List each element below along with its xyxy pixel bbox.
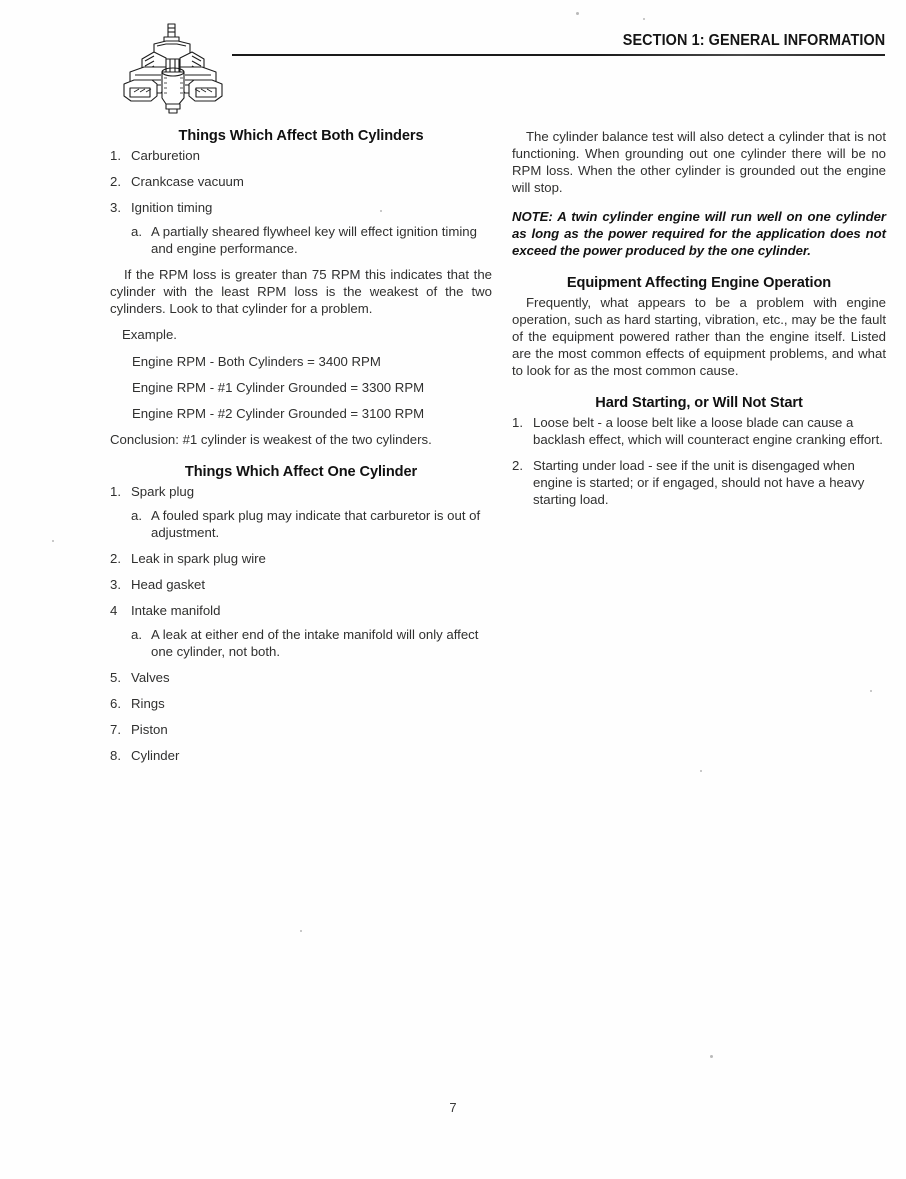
sub-list-item bbox=[131, 223, 492, 257]
list-item-number: 2. bbox=[110, 174, 121, 189]
heading-things-affect-both-cylinders: Things Which Affect Both Cylinders bbox=[178, 128, 424, 144]
list-things-affect-one-cylinder bbox=[110, 483, 492, 764]
list-item-label: Cylinder bbox=[131, 748, 180, 763]
list-item-label: Carburetion bbox=[131, 148, 200, 163]
list-item-number: 1. bbox=[110, 148, 121, 163]
list-item-label: Crankcase vacuum bbox=[131, 174, 244, 189]
heading-hard-starting: Hard Starting, or Will Not Start bbox=[595, 395, 803, 411]
paragraph-rpm-loss: If the RPM loss is greater than 75 RPM this indicates that the cylinder with the least RPM loss is the weakest of the two cylinders. Look to that cylinder for a problem. bbox=[110, 267, 492, 316]
list-item-label: Intake manifold bbox=[131, 603, 221, 618]
list-things-affect-both-cylinders bbox=[110, 147, 492, 257]
list-item-number: 7. bbox=[110, 722, 121, 737]
list-item bbox=[110, 576, 492, 593]
list-item-number: 2. bbox=[110, 551, 121, 566]
list-item-label: Spark plug bbox=[131, 484, 195, 499]
list-item-number: 5. bbox=[110, 670, 121, 685]
header-divider bbox=[232, 54, 885, 56]
left-column bbox=[110, 128, 492, 773]
list-item-number: 2. bbox=[512, 458, 523, 473]
sub-list bbox=[131, 626, 492, 660]
list-item bbox=[110, 747, 492, 764]
scan-speck bbox=[52, 540, 54, 542]
list-item bbox=[110, 602, 492, 660]
sub-list-item-label: A leak at either end of the intake manifold will only affect one cylinder, not both. bbox=[151, 627, 479, 659]
list-item-number: 1. bbox=[110, 484, 121, 499]
scan-speck bbox=[870, 690, 872, 692]
example-line: Engine RPM - Both Cylinders = 3400 RPM bbox=[132, 354, 381, 369]
example-line: Engine RPM - #2 Cylinder Grounded = 3100 RPM bbox=[132, 406, 425, 421]
example-label: Example. bbox=[122, 327, 177, 342]
list-item-label: Piston bbox=[131, 722, 168, 737]
list-item bbox=[110, 721, 492, 738]
sub-list-item-label: A partially sheared flywheel key will effect ignition timing and engine performance. bbox=[151, 224, 477, 256]
list-item-number: 8. bbox=[110, 748, 121, 763]
list-item bbox=[512, 414, 886, 448]
page-header bbox=[0, 0, 906, 120]
sub-list-item-letter: a. bbox=[131, 627, 142, 642]
page-number: 7 bbox=[449, 1100, 457, 1115]
sub-list-item-letter: a. bbox=[131, 224, 142, 239]
sub-list-item-letter: a. bbox=[131, 508, 142, 523]
list-item bbox=[110, 483, 492, 541]
list-item-label: Valves bbox=[131, 670, 170, 685]
example-line: Engine RPM - #1 Cylinder Grounded = 3300 RPM bbox=[132, 380, 425, 395]
list-item bbox=[110, 147, 492, 164]
list-item-number: 1. bbox=[512, 415, 523, 430]
list-item bbox=[110, 199, 492, 257]
paragraph-cylinder-balance-test: The cylinder balance test will also detect a cylinder that is not functioning. When grounding out one cylinder there will be no RPM loss. When the other cylinder is grounded out the engine will stop. bbox=[512, 129, 886, 195]
list-item-label: Loose belt - a loose belt like a loose blade can cause a backlash effect, which will counteract engine cranking effort. bbox=[533, 415, 883, 447]
paragraph-conclusion: Conclusion: #1 cylinder is weakest of the two cylinders. bbox=[110, 432, 432, 447]
sub-list bbox=[131, 507, 492, 541]
scan-speck bbox=[700, 770, 702, 772]
list-item bbox=[512, 457, 886, 508]
heading-things-affect-one-cylinder: Things Which Affect One Cylinder bbox=[184, 464, 418, 480]
list-item bbox=[110, 173, 492, 190]
list-item-number: 4 bbox=[110, 603, 118, 618]
list-hard-starting-causes bbox=[512, 414, 886, 508]
list-item-number: 3. bbox=[110, 577, 121, 592]
note-twin-cylinder: NOTE: A twin cylinder engine will run well on one cylinder as long as the power required for the application does not exceed the power produced by the one cylinder. bbox=[512, 209, 886, 258]
sub-list-item-label: A fouled spark plug may indicate that carburetor is out of adjustment. bbox=[151, 508, 481, 540]
list-item-number: 6. bbox=[110, 696, 121, 711]
sub-list-item bbox=[131, 507, 492, 541]
paragraph-equipment-problems: Frequently, what appears to be a problem with engine operation, such as hard starting, vibration, etc., may be the fault of the equipment powered rather than the engine itself. Listed are the most common effects of equipment problems, and what to look for as the most common cause. bbox=[512, 295, 886, 378]
list-item-label: Ignition timing bbox=[131, 200, 213, 215]
scan-speck bbox=[710, 1055, 713, 1058]
list-item-number: 3. bbox=[110, 200, 121, 215]
sub-list-item bbox=[131, 626, 492, 660]
list-item bbox=[110, 550, 492, 567]
heading-equipment-affecting-engine-operation: Equipment Affecting Engine Operation bbox=[566, 275, 832, 291]
list-item-label: Starting under load - see if the unit is disengaged when engine is started; or if engaged, should not have a heavy starting load. bbox=[533, 458, 865, 507]
list-item-label: Leak in spark plug wire bbox=[131, 551, 266, 566]
sub-list bbox=[131, 223, 492, 257]
list-item-label: Head gasket bbox=[131, 577, 206, 592]
list-item bbox=[110, 669, 492, 686]
page-title: SECTION 1: GENERAL INFORMATION bbox=[622, 32, 885, 49]
engine-illustration-icon bbox=[112, 22, 236, 118]
list-item-label: Rings bbox=[131, 696, 165, 711]
list-item bbox=[110, 695, 492, 712]
scan-speck bbox=[300, 930, 302, 932]
right-column bbox=[512, 128, 886, 517]
